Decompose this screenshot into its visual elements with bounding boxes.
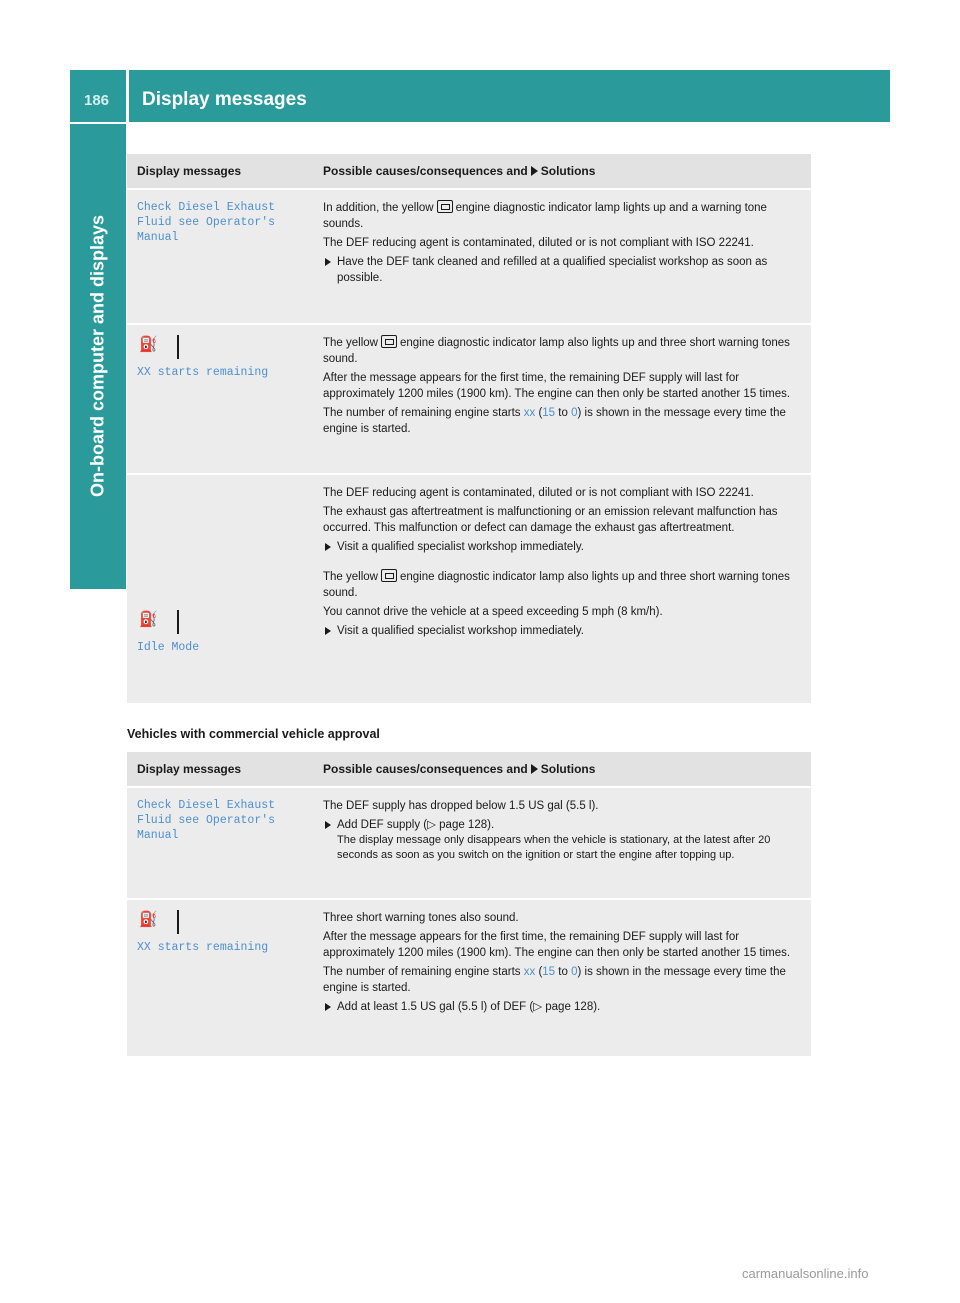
display-message-text: XX starts remaining: [137, 366, 269, 379]
table-header: [127, 154, 811, 188]
cause-text: The exhaust gas aftertreatment is malfunctioning or an emission relevant malfunction has occurred. This malfunction or defect can damage the exhaust gas aftertreatment.: [323, 506, 778, 534]
engine-diagnostic-lamp-icon: [437, 200, 453, 213]
messages-table-2: [127, 752, 811, 1056]
solution-step: Visit a qualified specialist workshop immediately.: [323, 623, 801, 639]
column-header-messages: Display messages: [137, 762, 242, 776]
chapter-side-tab: [70, 124, 126, 589]
def-warning-icon: ⛽: [137, 335, 185, 361]
display-message-text: Check Diesel Exhaust Fluid see Operator's Manual: [137, 799, 276, 842]
cause-text: After the message appears for the first time, the remaining DEF supply will last for approximately 1200 miles (1900 km). The engine can then only be started another 15 times.: [323, 931, 791, 959]
action-arrow-icon: [325, 258, 331, 266]
action-arrow-icon: [325, 543, 331, 551]
def-warning-icon: ⛽: [137, 610, 185, 636]
messages-table-1: [127, 154, 811, 703]
cause-text: The number of remaining engine starts xx (15 to 0) is shown in the message every time the engine is started.: [323, 966, 786, 994]
solution-arrow-icon: [531, 764, 538, 774]
cause-text: After the message appears for the first time, the remaining DEF supply will last for approximately 1200 miles (1900 km). The engine can then only be started another 15 times.: [323, 372, 791, 400]
header-divider: [126, 70, 129, 122]
section-heading: Vehicles with commercial vehicle approval: [127, 727, 380, 741]
table-row: [127, 323, 811, 473]
solution-step: Have the DEF tank cleaned and refilled at a qualified specialist workshop as soon as possible.: [323, 254, 801, 286]
cause-text: Three short warning tones also sound.: [323, 912, 519, 924]
cause-text: In addition, the yellow engine diagnostic indicator lamp lights up and a warning tone sounds.: [323, 202, 767, 230]
column-header-causes: Possible causes/consequences and Solutions: [323, 164, 596, 178]
table-header: [127, 752, 811, 786]
solution-arrow-icon: [531, 166, 538, 176]
def-warning-icon: ⛽: [137, 910, 185, 936]
table-row: [127, 473, 811, 703]
column-header-messages: Display messages: [137, 164, 242, 178]
action-arrow-icon: [325, 1003, 331, 1011]
display-message-text: Idle Mode: [137, 641, 200, 654]
page-header: [70, 70, 890, 122]
display-message-text: XX starts remaining: [137, 941, 269, 954]
cause-text: You cannot drive the vehicle at a speed exceeding 5 mph (8 km/h).: [323, 606, 663, 618]
display-message-text: Check Diesel Exhaust Fluid see Operator's Manual: [137, 201, 276, 244]
table-row: [127, 898, 811, 1056]
column-header-causes: Possible causes/consequences and Solutions: [323, 762, 596, 776]
page-title: Display messages: [142, 89, 307, 110]
solution-note: The display message only disappears when the vehicle is stationary, at the latest after 20 seconds as soon as you switch on the ignition or start the engine after topping up.: [337, 834, 771, 861]
cause-text: The DEF reducing agent is contaminated, diluted or is not compliant with ISO 22241.: [323, 237, 754, 249]
table-row: [127, 786, 811, 898]
chapter-label: On-board computer and displays: [87, 214, 108, 498]
cause-text: The yellow engine diagnostic indicator lamp also lights up and three short warning tones sound.: [323, 337, 790, 365]
engine-diagnostic-lamp-icon: [381, 569, 397, 582]
solution-step: Add at least 1.5 US gal (5.5 l) of DEF (▷ page 128).: [323, 999, 801, 1015]
cause-text: The DEF reducing agent is contaminated, diluted or is not compliant with ISO 22241.: [323, 487, 754, 499]
solution-step: Add DEF supply (▷ page 128).: [323, 817, 801, 833]
action-arrow-icon: [325, 627, 331, 635]
cause-text: The number of remaining engine starts xx (15 to 0) is shown in the message every time the engine is started.: [323, 407, 786, 435]
solution-step: Visit a qualified specialist workshop immediately.: [323, 539, 801, 555]
watermark: carmanualsonline.info: [742, 1266, 869, 1281]
table-row: [127, 188, 811, 323]
action-arrow-icon: [325, 821, 331, 829]
cause-text: The DEF supply has dropped below 1.5 US gal (5.5 l).: [323, 800, 599, 812]
cause-text: The yellow engine diagnostic indicator lamp also lights up and three short warning tones sound.: [323, 571, 790, 599]
engine-diagnostic-lamp-icon: [381, 335, 397, 348]
page-number: 186: [84, 92, 110, 109]
